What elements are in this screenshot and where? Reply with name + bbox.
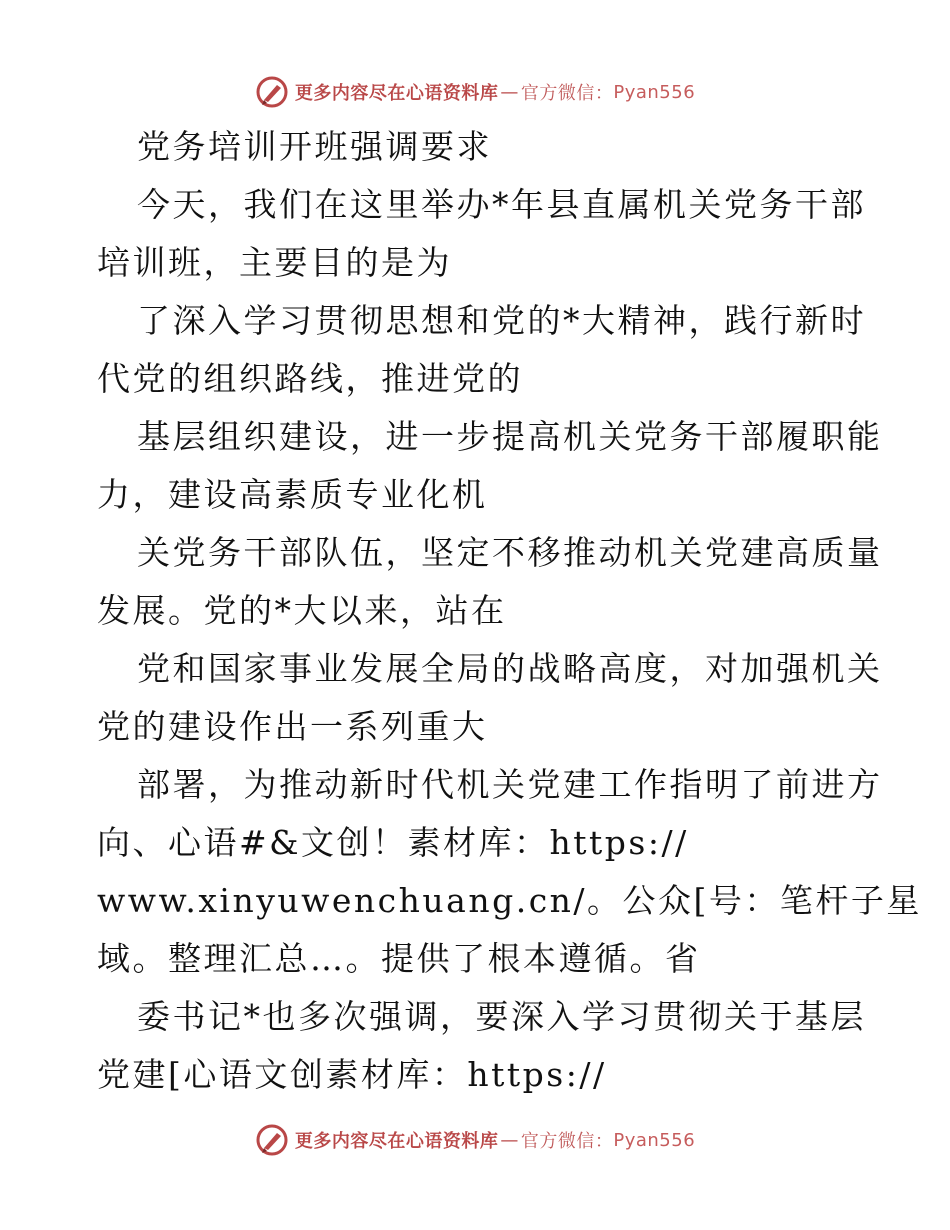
- text-line: 向、心语#&文创！素材库：https://: [97, 823, 689, 862]
- header-contact-label: 官方微信：: [520, 83, 614, 104]
- text-line: 党建[心语文创素材库：https://: [97, 1055, 607, 1094]
- footer-brand: 更多内容尽在心语资料库: [294, 1131, 499, 1152]
- text-line: 基层组织建设，进一步提高机关党务干部履职能: [137, 417, 883, 456]
- text-line: 部署，为推动新时代机关党建工作指明了前进方: [137, 765, 883, 804]
- text-line: 力，建设高素质专业化机: [97, 475, 488, 514]
- text-line: 党和国家事业发展全局的战略高度，对加强机关: [137, 649, 883, 688]
- text-line: 委书记*也多次强调，要深入学习贯彻关于基层: [137, 997, 866, 1036]
- text-line: 培训班，主要目的是为: [97, 243, 452, 282]
- text-line: 关党务干部队伍，坚定不移推动机关党建高质量: [137, 533, 883, 572]
- text-line: 了深入学习贯彻思想和党的*大精神，践行新时: [137, 301, 866, 340]
- text-line: 党的建设作出一系列重大: [97, 707, 488, 746]
- document-title: 党务培训开班强调要求: [137, 127, 492, 166]
- text-line: 域。整理汇总…。提供了根本遵循。省: [97, 939, 701, 978]
- text-line: www.xinyuwenchuang.cn/。公众[号：笔杆子星: [97, 881, 922, 920]
- document-body: [97, 118, 922, 1104]
- footer-contact-label: 官方微信：: [520, 1131, 614, 1152]
- header-wechat-handle: Pyan556: [613, 81, 696, 103]
- text-line: 今天，我们在这里举办*年县直属机关党务干部: [137, 185, 866, 224]
- footer-watermark: [0, 1120, 950, 1160]
- text-line: 代党的组织路线，推进党的: [97, 359, 523, 398]
- header-separator: —: [500, 81, 519, 103]
- footer-separator: —: [500, 1129, 519, 1151]
- text-line: 发展。党的*大以来，站在: [97, 591, 507, 630]
- header-brand: 更多内容尽在心语资料库: [294, 83, 499, 104]
- pen-logo-icon: [255, 75, 289, 109]
- pen-logo-icon: [255, 1123, 289, 1157]
- header-watermark: [0, 72, 950, 112]
- footer-wechat-handle: Pyan556: [613, 1129, 696, 1151]
